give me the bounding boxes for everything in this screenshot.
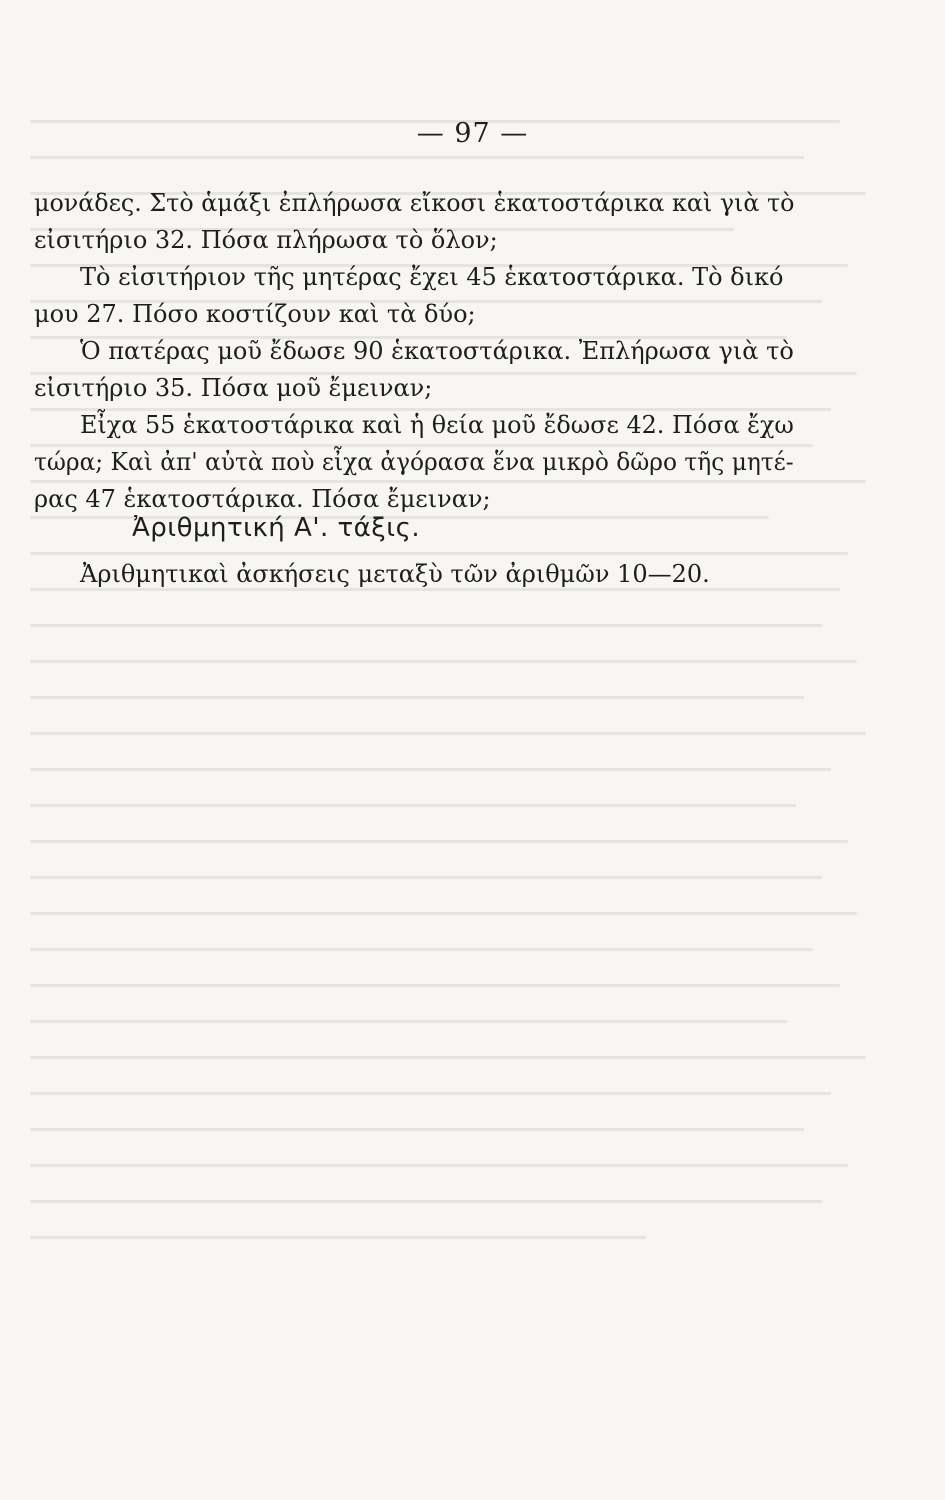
text-line: Τὸ εἰσιτήριον τῆς μητέρας ἔχει 45 ἑκατοστάρικα. Τὸ δικό bbox=[80, 263, 784, 291]
text-line: μονάδες. Στὸ ἁμάξι ἐπλήρωσα εἴκοσι ἑκατοστάρικα καὶ γιὰ τὸ bbox=[34, 189, 795, 217]
text-line: εἰσιτήριο 32. Πόσα πλήρωσα τὸ ὅλον; bbox=[34, 226, 498, 254]
exercise-text bbox=[34, 185, 794, 518]
text-line: ρας 47 ἑκατοστάρικα. Πόσα ἔμειναν; bbox=[34, 485, 491, 513]
page-number: — 97 — bbox=[416, 118, 529, 149]
section-subheading: Ἀριθμητικαὶ ἀσκήσεις μεταξὺ τῶν ἀριθμῶν 10—20. bbox=[80, 560, 710, 588]
text-line: Εἶχα 55 ἑκατοστάρικα καὶ ἡ θεία μοῦ ἔδωσε 42. Πόσα ἔχω bbox=[80, 411, 794, 439]
text-line: εἰσιτήριο 35. Πόσα μοῦ ἔμειναν; bbox=[34, 374, 433, 402]
handwritten-heading: Ἀριθμητική Α'. τάξις. bbox=[132, 513, 421, 543]
text-line: μου 27. Πόσο κοστίζουν καὶ τὰ δύο; bbox=[34, 300, 476, 328]
text-line: τώρα; Καὶ ἀπ' αὐτὰ ποὺ εἶχα ἀγόρασα ἕνα μικρὸ δῶρο τῆς μητέ- bbox=[34, 448, 794, 476]
text-line: Ὁ πατέρας μοῦ ἔδωσε 90 ἑκατοστάρικα. Ἐπλήρωσα γιὰ τὸ bbox=[80, 337, 794, 365]
